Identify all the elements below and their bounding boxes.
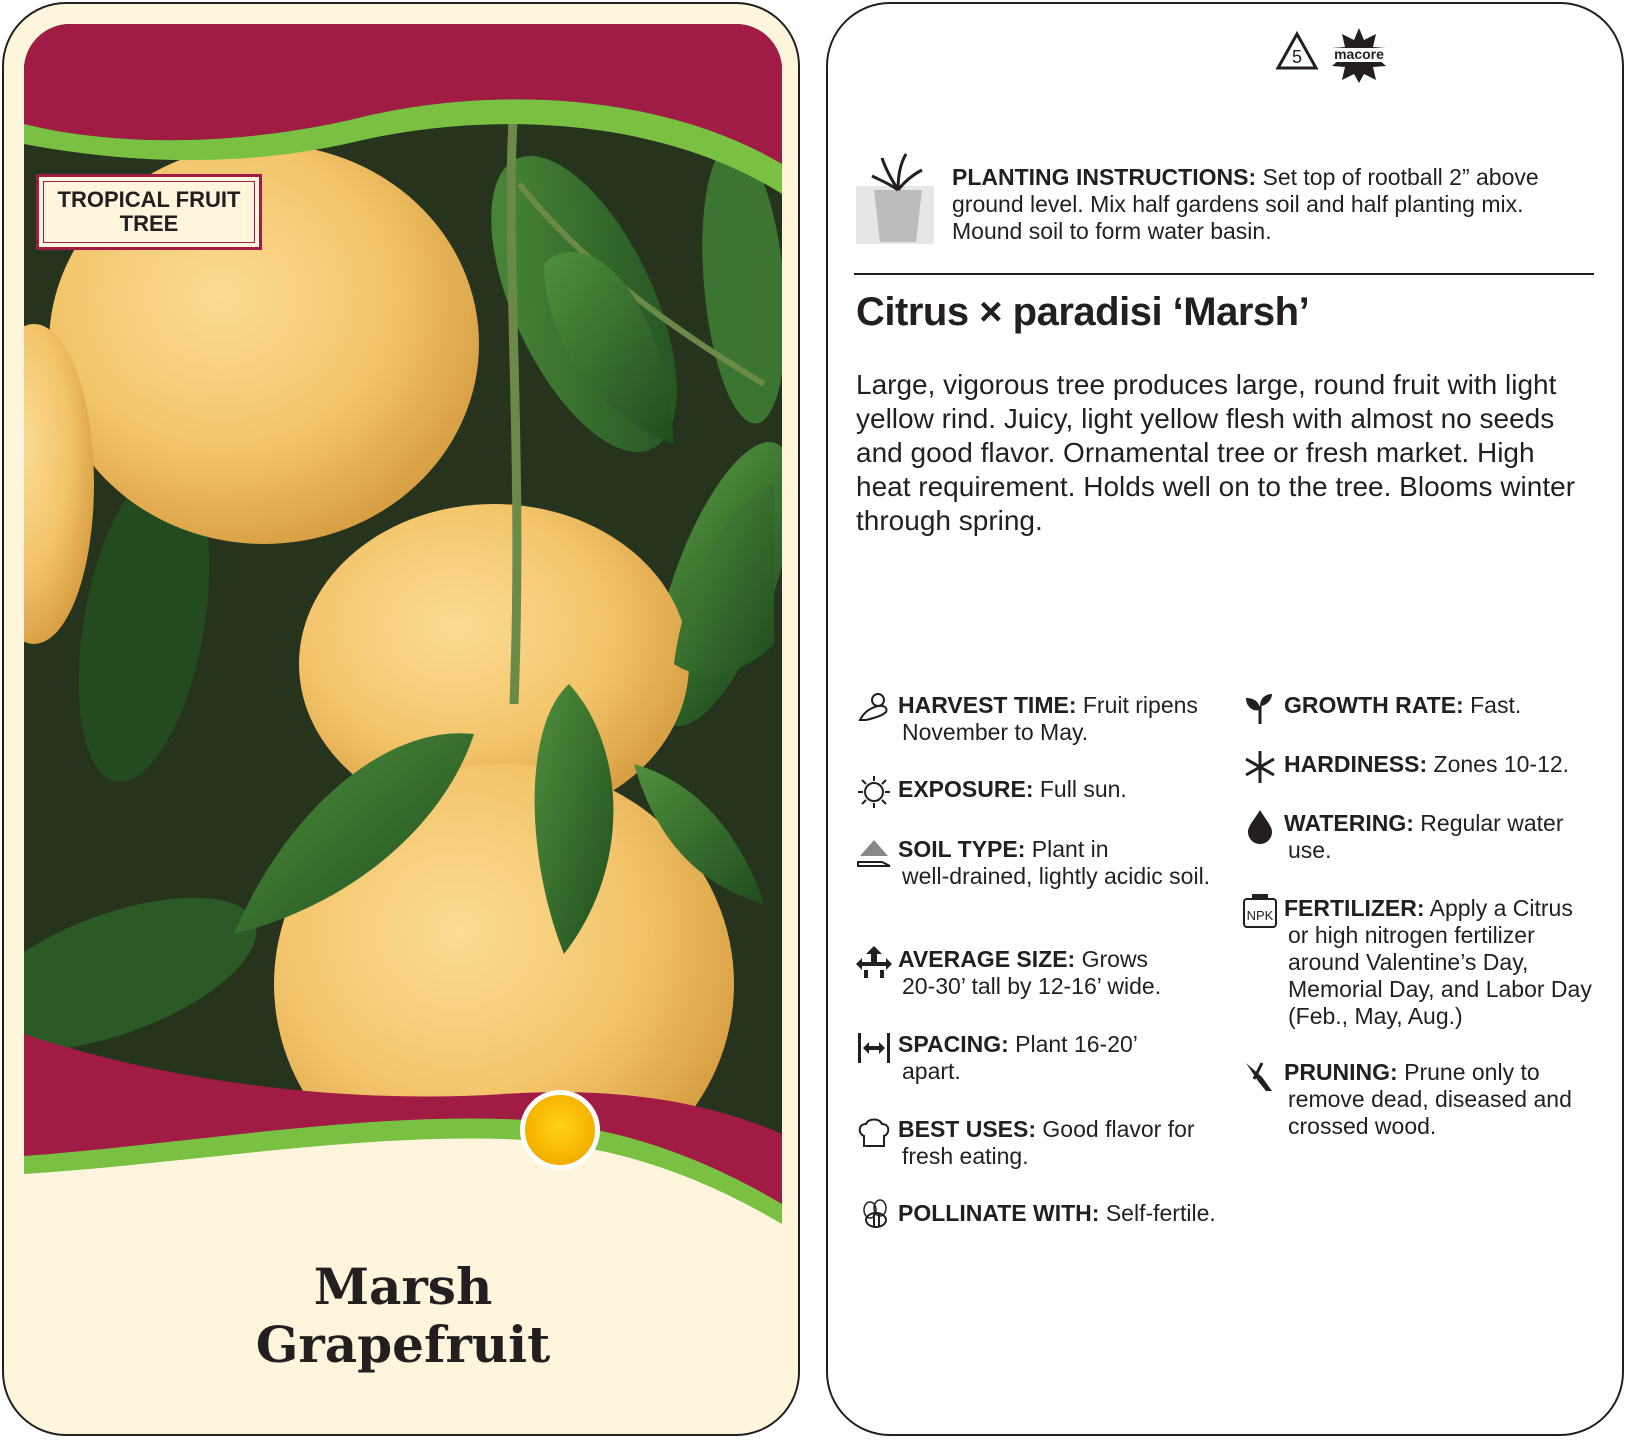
spacing-arrows-icon	[856, 1029, 892, 1065]
recycle-number: 5	[1291, 47, 1303, 67]
attr-average-size: AVERAGE SIZE: Grows 20-30’ tall by 12-16’ wide.	[898, 946, 1218, 1000]
npk-label: NPK	[1246, 908, 1274, 923]
water-drop-icon	[1242, 808, 1278, 844]
divider	[854, 273, 1594, 275]
macore-logo-icon	[1326, 26, 1392, 84]
attr-pruning: PRUNING: Prune only to remove dead, diseased and crossed wood.	[1284, 1059, 1600, 1140]
bee-icon	[856, 1198, 892, 1234]
attr-hardiness: HARDINESS: Zones 10-12.	[1284, 751, 1600, 778]
attr-harvest-time: HARVEST TIME: Fruit ripens November to May.	[898, 692, 1218, 746]
harvest-hand-icon	[856, 690, 892, 726]
tree-size-icon	[856, 944, 892, 980]
attr-best-uses: BEST USES: Good flavor for fresh eating.	[898, 1116, 1218, 1170]
front-card	[2, 2, 800, 1436]
npk-fertilizer-icon	[1242, 893, 1278, 929]
chef-hat-icon	[856, 1114, 892, 1150]
common-name-line1: Marsh	[313, 1257, 493, 1316]
macore-text: macore	[1334, 46, 1384, 62]
planting-text: Set top of rootball 2” above ground level. Mix half gardens soil and half planting mix. Mound soil to form water basin.	[952, 164, 1539, 244]
potted-plant-icon	[856, 150, 942, 246]
sun-icon	[856, 774, 892, 810]
pruning-shears-icon	[1242, 1057, 1278, 1093]
attr-growth-rate: GROWTH RATE: Fast.	[1284, 692, 1600, 719]
sprout-icon	[1242, 690, 1278, 726]
full-sun-icon	[520, 1090, 600, 1170]
attr-exposure: EXPOSURE: Full sun.	[898, 776, 1218, 803]
soil-trowel-icon	[856, 834, 892, 870]
category-badge: TROPICAL FRUIT TREE	[36, 174, 262, 250]
common-name-line2: Grapefruit	[255, 1315, 551, 1374]
description: Large, vigorous tree produces large, round fruit with light yellow rind. Juicy, light yellow flesh with almost no seeds and good flavor. Ornamental tree or fresh market. High heat requirement. Holds well on to the tree. Blooms winter through spring.	[856, 369, 1576, 536]
attr-watering: WATERING: Regular water use.	[1284, 810, 1600, 864]
snowflake-icon	[1242, 749, 1278, 785]
attr-spacing: SPACING: Plant 16-20’ apart.	[898, 1031, 1218, 1085]
attr-soil-type: SOIL TYPE: Plant in well-drained, lightly acidic soil.	[898, 836, 1218, 890]
planting-label: PLANTING INSTRUCTIONS:	[952, 164, 1257, 190]
attr-pollinate-with: POLLINATE WITH: Self-fertile.	[898, 1200, 1218, 1227]
common-name	[24, 1258, 782, 1374]
planting-instructions	[952, 164, 1582, 245]
recycle-icon	[1272, 30, 1322, 78]
botanical-name: Citrus × paradisi ‘Marsh’	[856, 290, 1310, 334]
attr-fertilizer: NPK FERTILIZER: Apply a Citrus or high nitrogen fertilizer around Valentine’s Day, Memorial Day, and Labor Day (Feb., May, Aug.)	[1284, 895, 1600, 1030]
